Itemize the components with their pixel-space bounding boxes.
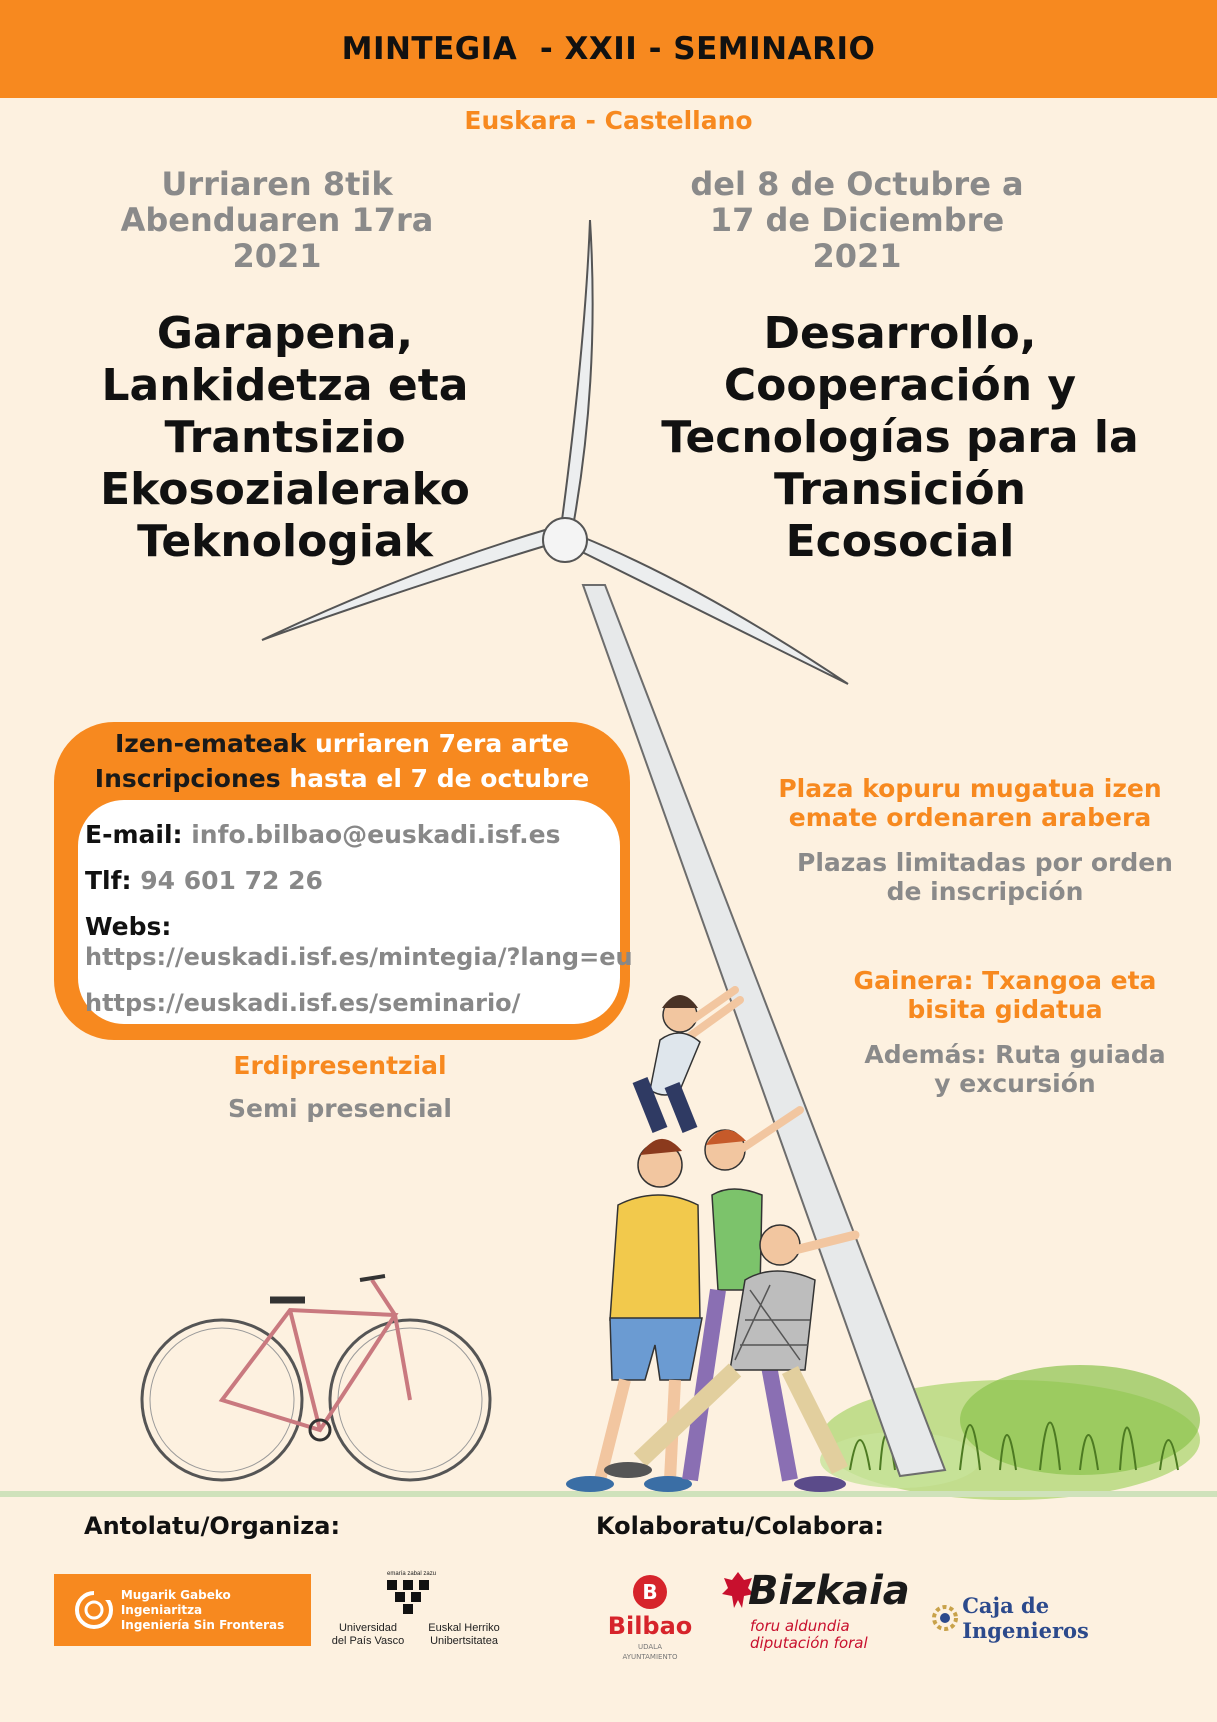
extra-line: y excursión bbox=[934, 1069, 1096, 1098]
extra-eu bbox=[850, 966, 1160, 1024]
modality-es: Semi presencial bbox=[228, 1094, 452, 1123]
upv-name-eu bbox=[421, 1622, 507, 1648]
modality-eu: Erdipresentzial bbox=[233, 1051, 447, 1080]
phone-row bbox=[85, 866, 323, 896]
places-line: de inscripción bbox=[886, 877, 1084, 906]
bilbao-sub-line: AYUNTAMIENTO bbox=[622, 1653, 678, 1661]
upv-emblem-icon bbox=[383, 1578, 439, 1616]
collaborator-label: Kolaboratu/Colabora: bbox=[596, 1512, 884, 1540]
date-line: 2021 bbox=[232, 237, 322, 275]
title-line: Ekosozialerako bbox=[100, 464, 470, 515]
webs-label: Webs: bbox=[85, 912, 172, 941]
extra-line: Gainera: Txangoa eta bbox=[853, 966, 1157, 995]
email-link[interactable]: info.bilbao@euskadi.isf.es bbox=[191, 820, 561, 849]
bilbao-sub-line: UDALA bbox=[637, 1643, 663, 1651]
upv-ehu-logo bbox=[325, 1568, 505, 1658]
phone-number[interactable]: 94 601 72 26 bbox=[140, 866, 323, 895]
bilbao-b-icon bbox=[632, 1574, 668, 1610]
bizkaia-sub-line: foru aldundia bbox=[750, 1617, 850, 1635]
svg-text:B: B bbox=[642, 1580, 658, 1604]
places-line: Plaza kopuru mugatua izen bbox=[778, 774, 1162, 803]
places-eu bbox=[760, 774, 1180, 832]
bizkaia-sub-line: diputación foral bbox=[750, 1634, 868, 1652]
bicycle-illustration bbox=[142, 1276, 490, 1480]
registration-label-es: Inscripciones bbox=[94, 764, 281, 793]
places-es bbox=[790, 848, 1180, 906]
caja-ingenieros-logo bbox=[930, 1593, 1170, 1643]
places-line: emate ordenaren arabera bbox=[788, 803, 1152, 832]
header-title: MINTEGIA - XXII - SEMINARIO bbox=[341, 31, 876, 67]
turbine-blade bbox=[262, 530, 548, 640]
isf-name-eu: Mugarik Gabeko Ingeniaritza bbox=[120, 1587, 231, 1617]
upv-line: Unibertsitatea bbox=[430, 1635, 498, 1647]
upv-line: del País Vasco bbox=[331, 1635, 405, 1647]
email-row bbox=[85, 820, 561, 850]
title-line: Teknologiak bbox=[137, 516, 433, 567]
extra-es bbox=[860, 1040, 1170, 1098]
caja-gear-icon bbox=[930, 1603, 958, 1633]
title-line: Trantsizio bbox=[164, 412, 406, 463]
bizkaia-name: Bizkaia bbox=[748, 1568, 910, 1614]
languages: Euskara - Castellano bbox=[464, 106, 753, 135]
extra-line: Además: Ruta guiada bbox=[864, 1040, 1166, 1069]
registration-deadline-eu: urriaren 7era arte bbox=[314, 729, 570, 758]
registration-header bbox=[54, 726, 630, 796]
bizkaia-logo bbox=[722, 1568, 910, 1668]
bilbao-sub bbox=[600, 1642, 700, 1662]
isf-logo bbox=[54, 1574, 311, 1646]
extra-line: bisita gidatua bbox=[907, 995, 1103, 1024]
bilbao-name: Bilbao bbox=[607, 1612, 693, 1640]
webs-row bbox=[85, 912, 171, 942]
web-link-es[interactable]: https://euskadi.isf.es/seminario/ bbox=[85, 989, 521, 1017]
people-illustration bbox=[566, 990, 855, 1492]
date-line: Urriaren 8tik bbox=[161, 165, 393, 203]
isf-swirl-icon bbox=[72, 1588, 115, 1632]
isf-name-es: Ingeniería Sin Fronteras bbox=[120, 1617, 285, 1632]
caja-name: Caja de Ingenieros bbox=[962, 1593, 1089, 1643]
title-line: Garapena, bbox=[156, 308, 414, 359]
date-line: 17 de Diciembre bbox=[709, 201, 1005, 239]
turbine-hub bbox=[543, 518, 587, 562]
upv-motto: emaría zabal zazu bbox=[387, 1571, 437, 1577]
title-line: Desarrollo, bbox=[763, 308, 1037, 359]
title-line: Lankidetza eta bbox=[101, 360, 469, 411]
phone-label: Tlf: bbox=[85, 866, 132, 895]
date-line: 2021 bbox=[812, 237, 902, 275]
upv-line: Universidad bbox=[338, 1622, 398, 1634]
title-line: Ecosocial bbox=[785, 516, 1015, 567]
organizer-label: Antolatu/Organiza: bbox=[84, 1512, 341, 1540]
web-link-eu[interactable]: https://euskadi.isf.es/mintegia/?lang=eu bbox=[85, 943, 633, 971]
upv-name-es bbox=[325, 1622, 411, 1648]
bilbao-logo bbox=[600, 1574, 700, 1674]
registration-deadline-es: hasta el 7 de octubre bbox=[289, 764, 590, 793]
bizkaia-sub bbox=[750, 1618, 868, 1652]
title-line: Transición bbox=[774, 464, 1026, 515]
date-line: del 8 de Octubre a bbox=[690, 165, 1024, 203]
turbine-blade bbox=[560, 220, 593, 535]
date-line: Abenduaren 17ra bbox=[120, 201, 434, 239]
title-line: Tecnologías para la bbox=[661, 412, 1139, 463]
email-label: E-mail: bbox=[85, 820, 183, 849]
registration-label-eu: Izen-emateak bbox=[114, 729, 307, 758]
places-line: Plazas limitadas por orden bbox=[797, 848, 1173, 877]
upv-line: Euskal Herriko bbox=[428, 1622, 500, 1634]
title-line: Cooperación y bbox=[723, 360, 1077, 411]
